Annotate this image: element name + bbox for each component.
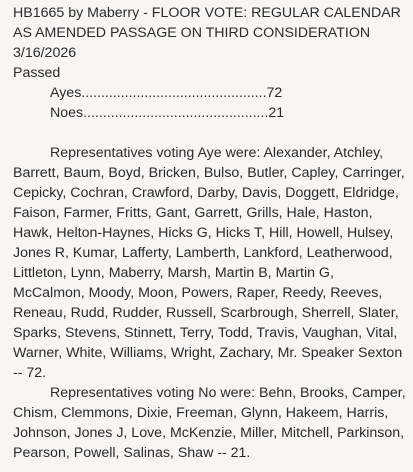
no-voters-paragraph: [13, 383, 406, 463]
ayes-tally: Ayes...............................................72: [50, 85, 283, 101]
blank-line: [13, 123, 409, 143]
aye-voters-paragraph: [13, 143, 406, 383]
vote-result: Passed: [13, 65, 61, 81]
aye-voters-text: Representatives voting Aye were: Alexander, Atchley, Barrett, Baum, Boyd, Bricken, Bulso, Butler, Capley, Carringer, Cepicky, Cochran, Crawford, Darby, Davis, Doggett, Eldridge, Faison, Farmer, Fritts, Gant, Garrett, Grills, Hale, Haston, Hawk, Helton-Haynes, Hicks G, Hicks T, Hill, Howell, Hulsey, Jones R, Kumar, Lafferty, Lamberth, Lankford, Leatherwood, Littleton, Lynn, Maberry, Marsh, Martin B, Martin G, McCalmon, Moody, Moon, Powers, Raper, Reedy, Reeves, Reneau, Rudd, Rudder, Russell, Scarbrough, Sherrell, Slater, Sparks, Stevens, Stinnett, Terry, Todd, Travis, Vaughan, Vital, Warner, White, Williams, Wright, Zachary, Mr. Speaker Sexton -- 72.: [13, 145, 405, 381]
no-voters-text: Representatives voting No were: Behn, Brooks, Camper, Chism, Clemmons, Dixie, Freeman, Glynn, Hakeem, Harris, Johnson, Jones J, Love, McKenzie, Miller, Mitchell, Parkinson, Pearson, Powell, Salinas, Shaw -- 21.: [13, 385, 406, 461]
vote-record: [13, 3, 409, 463]
bill-title-line-2: AS AMENDED PASSAGE ON THIRD CONSIDERATION: [13, 25, 371, 41]
noes-tally: Noes...............................................21: [50, 105, 285, 121]
bill-title-line-1: HB1665 by Maberry - FLOOR VOTE: REGULAR CALENDAR: [13, 5, 401, 21]
vote-date: 3/16/2026: [13, 45, 77, 61]
